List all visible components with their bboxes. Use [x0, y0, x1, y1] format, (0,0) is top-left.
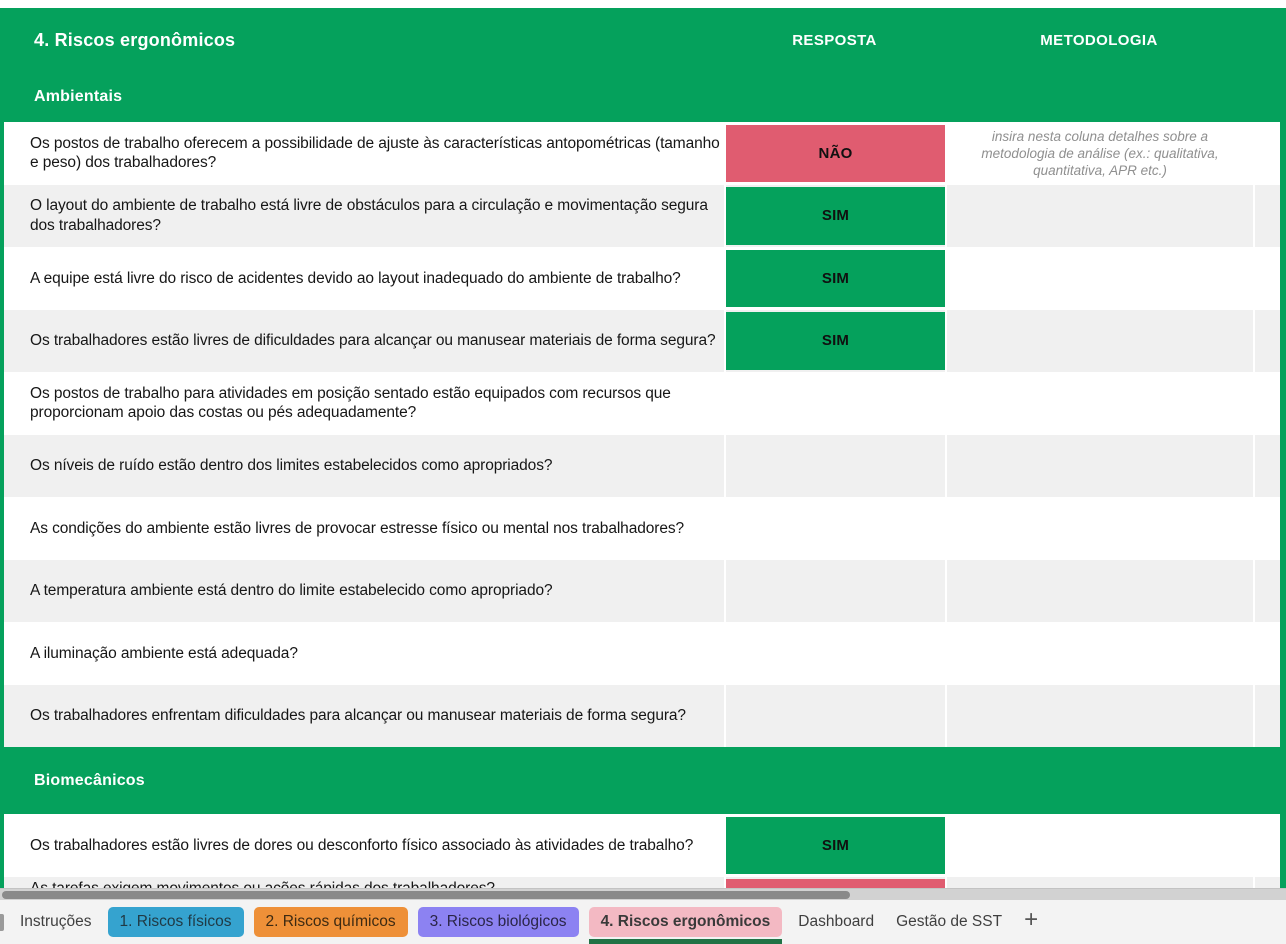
section-header-banner	[0, 8, 1286, 122]
resposta-cell[interactable]	[724, 497, 945, 560]
subsection-title-biomecanicos: Biomecânicos	[0, 747, 1286, 814]
resposta-cell[interactable]	[724, 310, 945, 373]
metodologia-cell[interactable]	[945, 560, 1253, 623]
tab-riscos-quimicos[interactable]: 2. Riscos químicos	[254, 907, 408, 937]
metodologia-cell[interactable]	[945, 814, 1253, 877]
table-row	[0, 372, 1286, 435]
table-row	[0, 560, 1286, 623]
question-text: O layout do ambiente de trabalho está livre de obstáculos para a circulação e movimentação segura dos trabalhadores?	[30, 197, 708, 234]
spacer-cell[interactable]	[1253, 372, 1280, 435]
spacer-cell[interactable]	[1253, 560, 1280, 623]
question-cell[interactable]	[4, 122, 724, 185]
page-title: 4. Riscos ergonômicos	[34, 30, 236, 50]
question-text: A temperatura ambiente está dentro do limite estabelecido como apropriado?	[30, 582, 553, 599]
question-text: Os trabalhadores estão livres de dores ou desconforto físico associado às atividades de trabalho?	[30, 836, 694, 854]
table-row	[0, 185, 1286, 248]
tab-riscos-ergonomicos-active[interactable]: 4. Riscos ergonômicos	[589, 907, 783, 937]
question-cell[interactable]	[4, 435, 724, 498]
table-row	[0, 685, 1286, 748]
metodologia-cell[interactable]	[945, 622, 1253, 685]
answer-value	[726, 500, 945, 558]
tab-riscos-fisicos[interactable]: 1. Riscos físicos	[108, 907, 244, 937]
resposta-cell[interactable]	[724, 435, 945, 498]
tab-gestao-de-sst[interactable]: Gestão de SST	[896, 913, 1003, 930]
question-text: A equipe está livre do risco de acidentes devido ao layout inadequado do ambiente de trabalho?	[30, 269, 681, 287]
answer-value	[726, 625, 945, 683]
section-biomecanicos	[0, 814, 1286, 888]
answer-value: SIM	[726, 817, 945, 875]
metodologia-cell[interactable]	[945, 685, 1253, 748]
answer-value: SIM	[726, 250, 945, 308]
resposta-cell[interactable]	[724, 247, 945, 310]
resposta-cell[interactable]	[724, 814, 945, 877]
answer-value: SIM	[726, 312, 945, 370]
tab-riscos-biologicos[interactable]: 3. Riscos biológicos	[418, 907, 579, 937]
spacer-cell[interactable]	[1253, 435, 1280, 498]
checklist-table	[0, 122, 1286, 888]
question-text: Os postos de trabalho oferecem a possibilidade de ajuste às características antopométricas (tamanho e peso) dos trabalhadores?	[30, 134, 720, 172]
table-row	[0, 122, 1286, 185]
metodologia-cell[interactable]	[945, 877, 1253, 888]
metodologia-cell[interactable]	[945, 435, 1253, 498]
resposta-cell[interactable]	[724, 560, 945, 623]
answer-value	[726, 687, 945, 745]
question-cell[interactable]	[4, 685, 724, 748]
question-cell[interactable]	[4, 247, 724, 310]
table-row	[0, 497, 1286, 560]
question-text: A iluminação ambiente está adequada?	[30, 644, 298, 662]
resposta-cell[interactable]	[724, 372, 945, 435]
table-row-clipped	[0, 877, 1286, 888]
spacer-cell[interactable]	[1253, 814, 1280, 877]
resposta-cell[interactable]	[724, 185, 945, 248]
table-row	[0, 435, 1286, 498]
column-header-metodologia: METODOLOGIA	[1040, 32, 1158, 49]
table-row	[0, 247, 1286, 310]
question-text: Os níveis de ruído estão dentro dos limites estabelecidos como apropriados?	[30, 457, 553, 474]
spacer-cell[interactable]	[1253, 877, 1280, 888]
question-cell[interactable]	[4, 497, 724, 560]
question-cell[interactable]	[4, 560, 724, 623]
horizontal-scrollbar-thumb[interactable]	[2, 891, 850, 899]
all-sheets-icon[interactable]	[0, 914, 4, 931]
metodologia-cell[interactable]	[945, 310, 1253, 373]
resposta-cell[interactable]	[724, 877, 945, 888]
table-row	[0, 622, 1286, 685]
spacer-cell[interactable]	[1253, 497, 1280, 560]
spacer-cell[interactable]	[1253, 310, 1280, 373]
question-cell[interactable]	[4, 814, 724, 877]
question-cell[interactable]	[4, 310, 724, 373]
answer-value: NÃO	[726, 125, 945, 183]
spacer-cell[interactable]	[1253, 122, 1280, 185]
metodologia-cell[interactable]	[945, 122, 1253, 185]
subsection-title-ambientais: Ambientais	[34, 88, 123, 105]
resposta-cell[interactable]	[724, 622, 945, 685]
add-sheet-button[interactable]: +	[1024, 906, 1039, 933]
metodologia-cell[interactable]	[945, 497, 1253, 560]
methodology-placeholder-note: insira nesta coluna detalhes sobre a metodologia de análise (ex.: qualitativa, quantitativa, APR etc.)	[981, 128, 1219, 178]
answer-value: SIM	[726, 187, 945, 245]
resposta-cell[interactable]	[724, 122, 945, 185]
section-ambientais	[0, 122, 1286, 747]
question-text: As condições do ambiente estão livres de provocar estresse físico ou mental nos trabalhadores?	[30, 519, 685, 537]
horizontal-scrollbar[interactable]	[0, 888, 1286, 900]
tab-instrucoes[interactable]: Instruções	[20, 913, 92, 930]
question-cell[interactable]	[4, 622, 724, 685]
answer-value	[726, 375, 945, 433]
question-cell[interactable]	[4, 877, 724, 888]
answer-value	[726, 437, 945, 495]
resposta-cell[interactable]	[724, 685, 945, 748]
column-header-resposta: RESPOSTA	[792, 32, 877, 49]
spacer-cell[interactable]	[1253, 247, 1280, 310]
table-row	[0, 310, 1286, 373]
answer-value	[726, 562, 945, 620]
question-text: Os trabalhadores estão livres de dificuldades para alcançar ou manusear materiais de forma segura?	[30, 332, 716, 349]
tab-dashboard[interactable]: Dashboard	[798, 913, 875, 930]
question-cell[interactable]	[4, 372, 724, 435]
metodologia-cell[interactable]	[945, 372, 1253, 435]
sheet-tab-bar	[0, 900, 1286, 944]
spacer-cell[interactable]	[1253, 622, 1280, 685]
question-text: Os postos de trabalho para atividades em posição sentado estão equipados com recursos que proporcionam apoio das costas ou pés adequadamente?	[30, 384, 671, 422]
question-text: Os trabalhadores enfrentam dificuldades para alcançar ou manusear materiais de forma segura?	[30, 707, 686, 724]
metodologia-cell[interactable]	[945, 185, 1253, 248]
spacer-cell[interactable]	[1253, 685, 1280, 748]
question-cell[interactable]	[4, 185, 724, 248]
metodologia-cell[interactable]	[945, 247, 1253, 310]
spacer-cell[interactable]	[1253, 185, 1280, 248]
table-row	[0, 814, 1286, 877]
